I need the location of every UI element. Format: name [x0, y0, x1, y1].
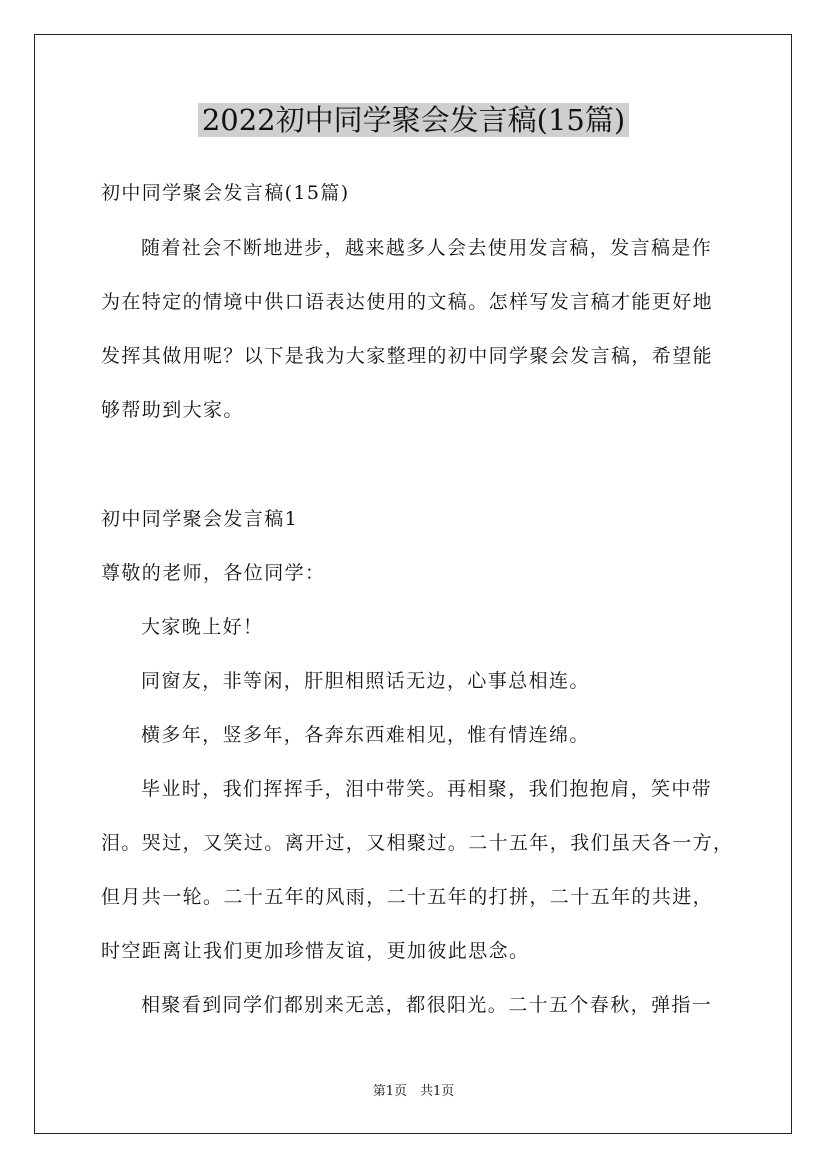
document-title-text: 2022初中同学聚会发言稿(15篇): [198, 103, 629, 137]
greeting: 大家晚上好！: [141, 616, 264, 638]
body-line-2: 横多年，竖多年，各奔东西难相见，惟有情连绵。: [141, 724, 590, 746]
body-line-3: 毕业时，我们挥挥手，泪中带笑。再相聚，我们抱抱肩，笑中带: [141, 778, 713, 800]
body-line-5: 但月共一轮。二十五年的风雨，二十五年的打拼，二十五年的共进，: [101, 886, 714, 908]
document-subtitle: 初中同学聚会发言稿(15篇): [101, 182, 350, 204]
body-line-6: 时空距离让我们更加珍惜友谊，更加彼此思念。: [101, 940, 530, 962]
body-line-1: 同窗友，非等闲，肝胆相照话无边，心事总相连。: [141, 670, 590, 692]
document-title: [0, 100, 827, 140]
salutation: 尊敬的老师，各位同学：: [101, 562, 326, 584]
intro-line-2: 为在特定的情境中供口语表达使用的文稿。怎样写发言稿才能更好地: [101, 291, 714, 313]
body-line-7: 相聚看到同学们都别来无恙，都很阳光。二十五个春秋，弹指一: [141, 994, 713, 1016]
intro-line-4: 够帮助到大家。: [101, 399, 244, 421]
section-heading: 初中同学聚会发言稿1: [101, 508, 299, 530]
page-number-footer: 第1页 共1页: [372, 1084, 455, 1099]
intro-line-3: 发挥其做用呢？以下是我为大家整理的初中同学聚会发言稿，希望能: [101, 345, 714, 367]
body-line-4: 泪。哭过，又笑过。离开过，又相聚过。二十五年，我们虽天各一方，: [101, 832, 734, 854]
intro-line-1: 随着社会不断地进步，越来越多人会去使用发言稿，发言稿是作: [141, 237, 713, 259]
